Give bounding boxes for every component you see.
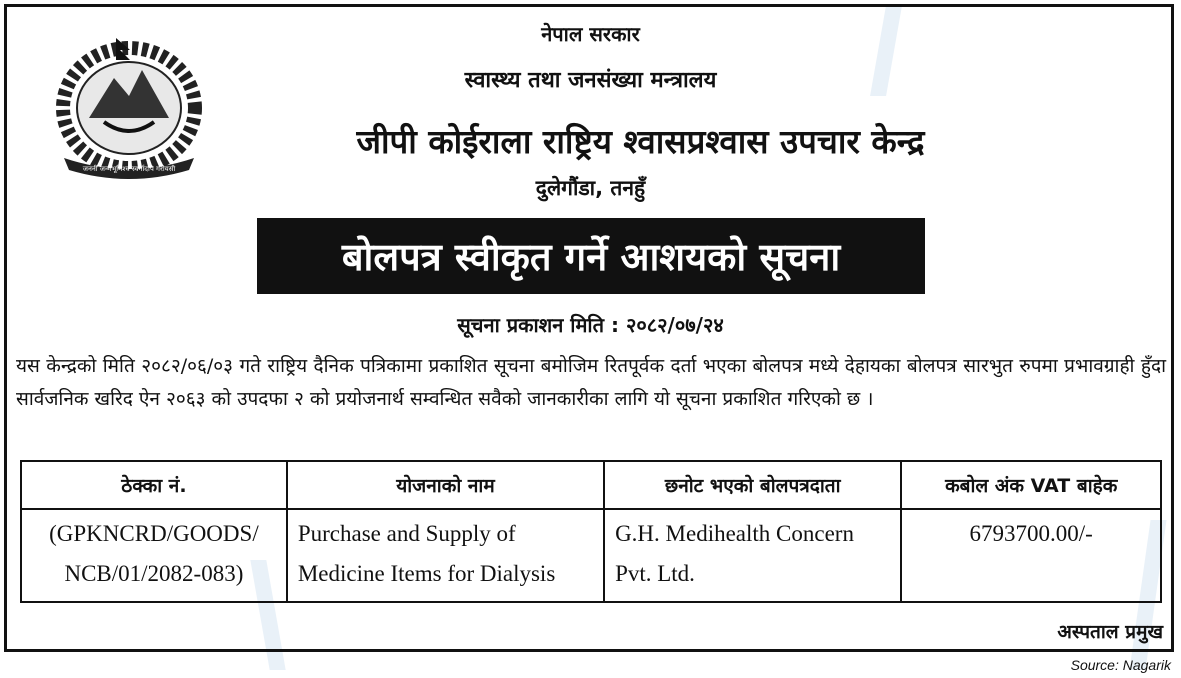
source-credit: Source: Nagarik <box>1070 657 1171 673</box>
cell-project-name: Purchase and Supply of Medicine Items for Dialysis <box>287 509 604 602</box>
cell-bidder: G.H. Medihealth Concern Pvt. Ltd. <box>604 509 901 602</box>
bid-table <box>20 460 1162 603</box>
location-name: दुलेगौंडा, तनहुँ <box>535 176 646 200</box>
header-project-name: योजनाको नाम <box>287 461 604 509</box>
header-amount: कबोल अंक VAT बाहेक <box>901 461 1161 509</box>
notice-title-banner <box>257 218 925 294</box>
cell-amount: 6793700.00/- <box>901 509 1161 602</box>
emblem-motto: जननी जन्मभूमिश्च स्वर्गादपि गरीयसी <box>82 165 176 173</box>
government-name: नेपाल सरकार <box>541 22 640 46</box>
header-bidder: छनोट भएको बोलपत्रदाता <box>604 461 901 509</box>
table-row <box>21 509 1161 602</box>
notice-title: बोलपत्र स्वीकृत गर्ने आशयको सूचना <box>341 235 841 279</box>
signature-title: अस्पताल प्रमुख <box>1057 621 1163 643</box>
cell-contract-no: (GPKNCRD/GOODS/ NCB/01/2082-083) <box>21 509 287 602</box>
notice-body: यस केन्द्रको मिति २०८२/०६/०३ गते राष्ट्रिय दैनिक पत्रिकामा प्रकाशित सूचना बमोजिम रितपूर्वक दर्ता भएका बोलपत्र मध्ये देहायका बोलपत्र सारभुत रुपमा प्रभावग्राही हुँदा सार्वजनिक खरिद ऐन २०६३ को उपदफा २ को प्रयोजनार्थ सम्वन्धित सवैको जानकारीका लागि यो सूचना प्रकाशित गरिएको छ । <box>16 355 1166 410</box>
center-name: जीपी कोईराला राष्ट्रिय श्वासप्रश्वास उपचार केन्द्र <box>356 122 925 161</box>
ministry-name: स्वास्थ्य तथा जनसंख्या मन्त्रालय <box>464 68 717 93</box>
table-header-row <box>21 461 1161 509</box>
header-contract-no: ठेक्का नं. <box>21 461 287 509</box>
publish-date: सूचना प्रकाशन मिति : २०८२/०७/२४ <box>457 313 724 337</box>
